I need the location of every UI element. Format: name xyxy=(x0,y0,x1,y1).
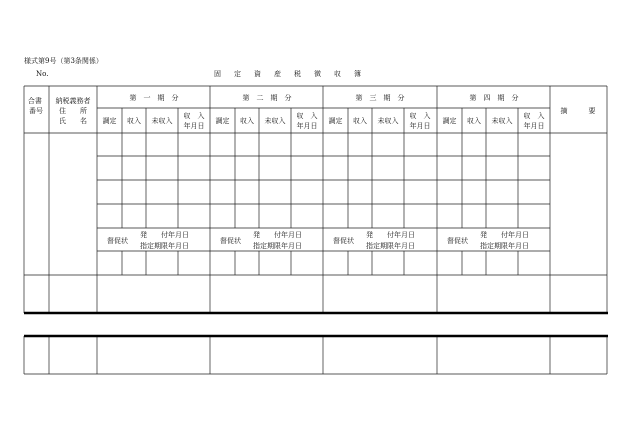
receipt-date-header-line2-p2: 年月日 xyxy=(296,122,318,130)
assessment-header-p2: 調定 xyxy=(215,117,230,125)
combined-number-header xyxy=(28,96,44,115)
assessment-header-p3: 調定 xyxy=(328,117,343,125)
register-title: 固 定 資 産 税 徴 収 簿 xyxy=(214,70,364,78)
period-2-header: 第 二 期 分 xyxy=(242,94,292,102)
receipt-header-p3: 収入 xyxy=(353,117,367,125)
receipt-header-p1: 収入 xyxy=(127,117,141,125)
receipt-date-header-line2-p1: 年月日 xyxy=(183,122,205,130)
reminder-deadline-date-p2: 指定期限年月日 xyxy=(253,242,302,250)
unreceived-header-p3: 未収入 xyxy=(377,117,399,125)
assessment-header-p1: 調定 xyxy=(102,117,117,125)
reminder-issued-date-p4: 発 付年月日 xyxy=(480,231,529,239)
receipt-header-p2: 収入 xyxy=(240,117,254,125)
combined-number-line2: 番号 xyxy=(29,107,43,115)
period-3-header: 第 三 期 分 xyxy=(355,94,405,102)
form-number: 様式第9号（第3条関係） xyxy=(24,57,103,65)
reminder-label-p3: 督促状 xyxy=(333,237,354,245)
receipt-date-header-line1-p4: 収 入 xyxy=(523,112,545,120)
taxpayer-header-line1: 納税義務者 xyxy=(55,97,91,105)
period-1-header: 第 一 期 分 xyxy=(129,94,179,102)
reminder-label-p2: 督促状 xyxy=(220,237,241,245)
receipt-date-header-line1-p3: 収 入 xyxy=(409,112,431,120)
period-4-header: 第 四 期 分 xyxy=(469,94,519,102)
reminder-label-p1: 督促状 xyxy=(107,237,128,245)
receipt-date-header-line1-p2: 収 入 xyxy=(296,112,318,120)
unreceived-header-p2: 未収入 xyxy=(264,117,286,125)
remarks-header: 摘 要 xyxy=(560,107,596,115)
reminder-label-p4: 督促状 xyxy=(447,237,468,245)
reminder-issued-date-p3: 発 付年月日 xyxy=(366,231,415,239)
reminder-deadline-date-p4: 指定期限年月日 xyxy=(480,242,529,250)
receipt-header-p4: 収入 xyxy=(467,117,481,125)
receipt-date-header-line2-p4: 年月日 xyxy=(523,122,545,130)
receipt-date-header-line1-p1: 収 入 xyxy=(183,112,205,120)
combined-number-line1: 合書 xyxy=(27,97,42,105)
unreceived-header-p4: 未収入 xyxy=(491,117,513,125)
reminder-issued-date-p1: 発 付年月日 xyxy=(140,231,189,239)
reminder-deadline-date-p1: 指定期限年月日 xyxy=(140,242,189,250)
assessment-header-p4: 調定 xyxy=(442,117,457,125)
number-label: No. xyxy=(36,70,49,78)
period-sub-headers xyxy=(103,111,545,130)
thick-separator-lines xyxy=(24,313,608,336)
taxpayer-header-line3: 氏 名 xyxy=(59,117,87,125)
taxpayer-header-line2: 住 所 xyxy=(59,107,87,115)
reminder-deadline-date-p3: 指定期限年月日 xyxy=(366,242,415,250)
receipt-date-header-line2-p3: 年月日 xyxy=(409,122,431,130)
unreceived-header-p1: 未収入 xyxy=(151,117,173,125)
reminder-issued-date-p2: 発 付年月日 xyxy=(253,231,302,239)
reminder-notes xyxy=(107,230,529,250)
